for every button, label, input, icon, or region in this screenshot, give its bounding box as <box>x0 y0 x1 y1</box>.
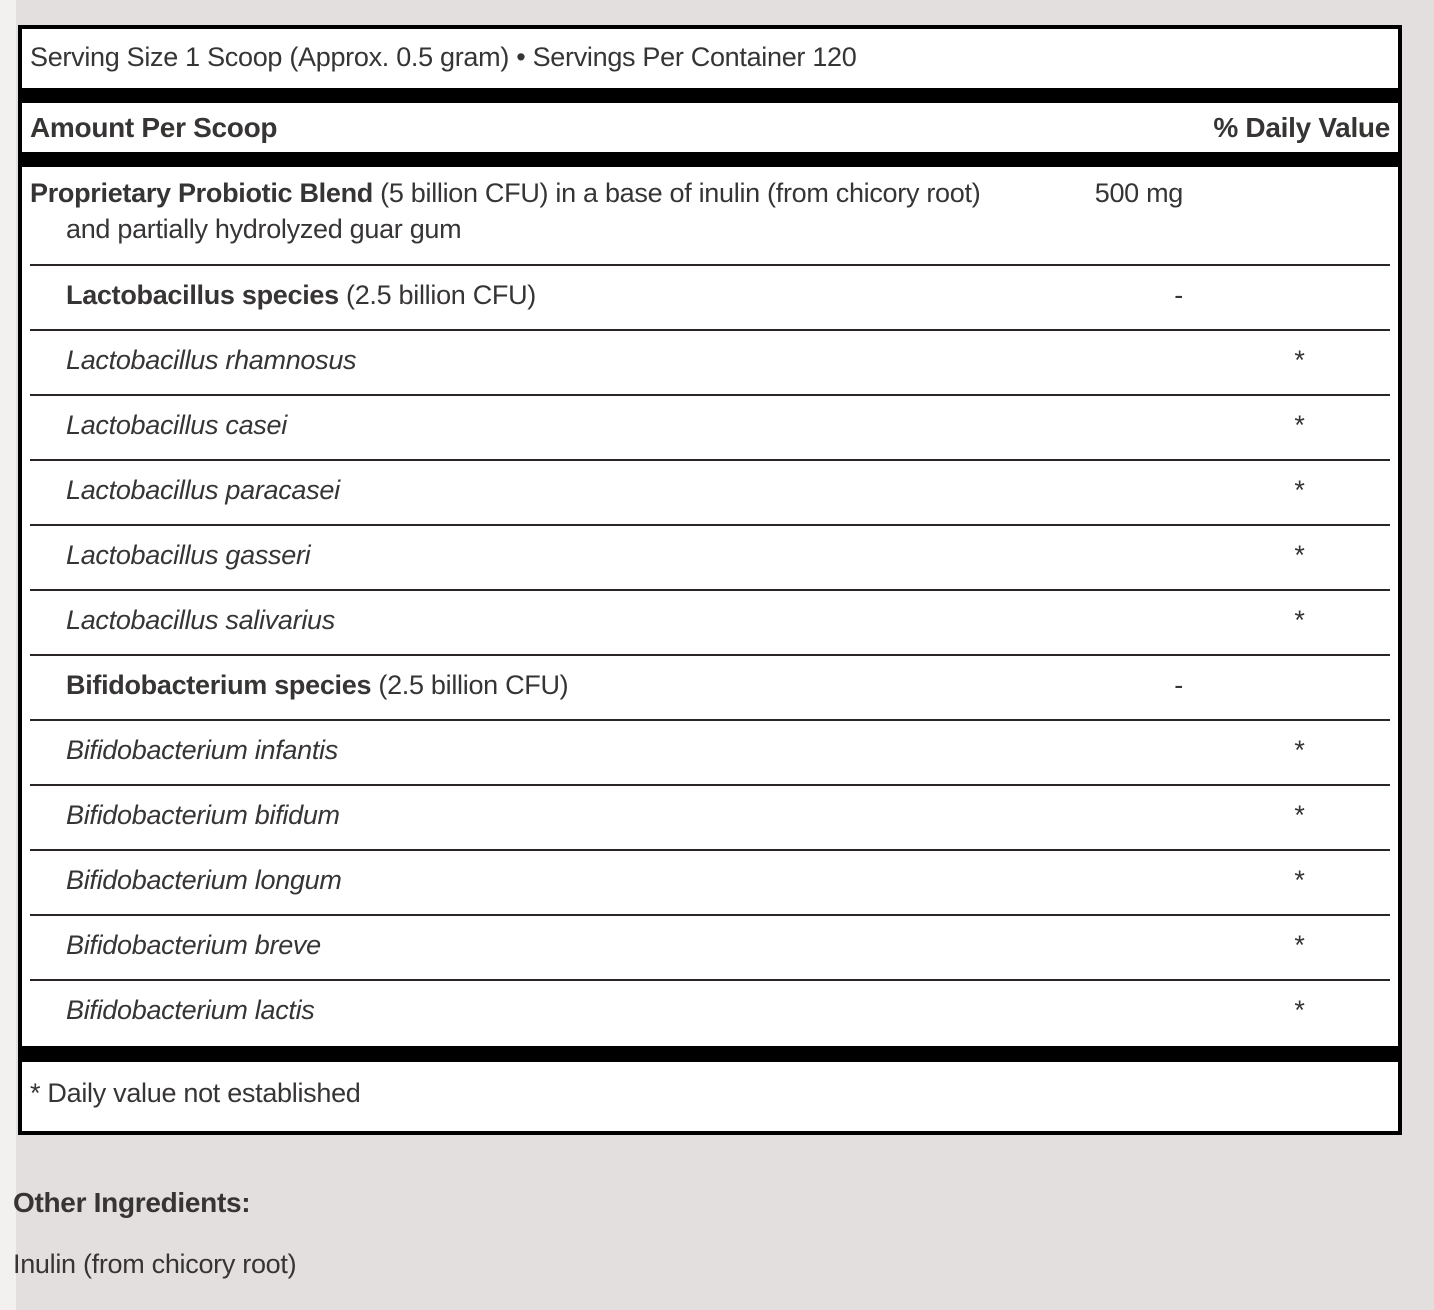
page-left-margin-strip <box>0 0 16 1310</box>
nutrient-name: Proprietary Probiotic Blend (5 billion CFU) in a base of inulin (from chicory root) and partially hydrolyzed guar gum <box>30 178 981 244</box>
nutrient-daily-value: * <box>1294 410 1305 440</box>
nutrient-daily-value: * <box>1294 605 1305 635</box>
nutrient-row <box>30 167 1390 264</box>
nutrient-name: Bifidobacterium breve <box>66 930 321 960</box>
nutrient-row <box>30 264 1390 329</box>
nutrient-name: Lactobacillus gasseri <box>66 540 311 570</box>
nutrient-row <box>30 589 1390 654</box>
divider-bar-under-header <box>22 152 1398 167</box>
nutrient-daily-value: * <box>1294 735 1305 765</box>
nutrient-row <box>30 979 1390 1046</box>
nutrient-name: Lactobacillus species (2.5 billion CFU) <box>66 280 536 310</box>
nutrient-name: Bifidobacterium species (2.5 billion CFU) <box>66 670 569 700</box>
divider-bar-bottom <box>22 1046 1398 1062</box>
nutrient-row <box>30 329 1390 394</box>
nutrient-row <box>30 784 1390 849</box>
nutrient-daily-value: * <box>1294 475 1305 505</box>
nutrient-row <box>30 459 1390 524</box>
percent-daily-value-header: % Daily Value <box>1213 112 1390 143</box>
nutrient-daily-value: * <box>1294 995 1305 1025</box>
nutrient-rows <box>22 167 1398 1046</box>
nutrient-daily-value: * <box>1294 865 1305 895</box>
amount-per-scoop-header: Amount Per Scoop <box>30 112 278 143</box>
nutrient-name: Lactobacillus paracasei <box>66 475 340 505</box>
nutrient-daily-value: * <box>1294 540 1305 570</box>
nutrient-name: Lactobacillus casei <box>66 410 287 440</box>
nutrient-amount: 500 mg <box>1094 178 1183 208</box>
nutrient-name: Bifidobacterium longum <box>66 865 342 895</box>
nutrient-row <box>30 524 1390 589</box>
nutrient-daily-value: * <box>1294 800 1305 830</box>
other-ingredients-item: Inulin (from chicory root) <box>13 1249 297 1279</box>
nutrient-row <box>30 719 1390 784</box>
nutrient-name: Lactobacillus salivarius <box>66 605 335 635</box>
nutrient-row <box>30 914 1390 979</box>
other-ingredients-section <box>13 1186 296 1280</box>
nutrient-name: Bifidobacterium bifidum <box>66 800 340 830</box>
nutrient-daily-value: * <box>1294 930 1305 960</box>
nutrient-name: Lactobacillus rhamnosus <box>66 345 357 375</box>
nutrient-row <box>30 849 1390 914</box>
nutrient-row <box>30 654 1390 719</box>
nutrient-row <box>30 394 1390 459</box>
column-header-row <box>22 103 1398 152</box>
other-ingredients-heading: Other Ingredients: <box>13 1187 251 1218</box>
daily-value-footnote: * Daily value not established <box>30 1078 361 1108</box>
nutrient-name: Bifidobacterium infantis <box>66 735 338 765</box>
nutrient-amount: - <box>1174 670 1183 700</box>
supplement-facts-panel <box>18 25 1402 1135</box>
nutrient-amount: - <box>1174 280 1183 310</box>
divider-bar-top <box>22 88 1398 103</box>
nutrient-daily-value: * <box>1294 345 1305 375</box>
serving-size-line: Serving Size 1 Scoop (Approx. 0.5 gram) • Servings Per Container 120 <box>30 42 857 72</box>
nutrient-name: Bifidobacterium lactis <box>66 995 315 1025</box>
